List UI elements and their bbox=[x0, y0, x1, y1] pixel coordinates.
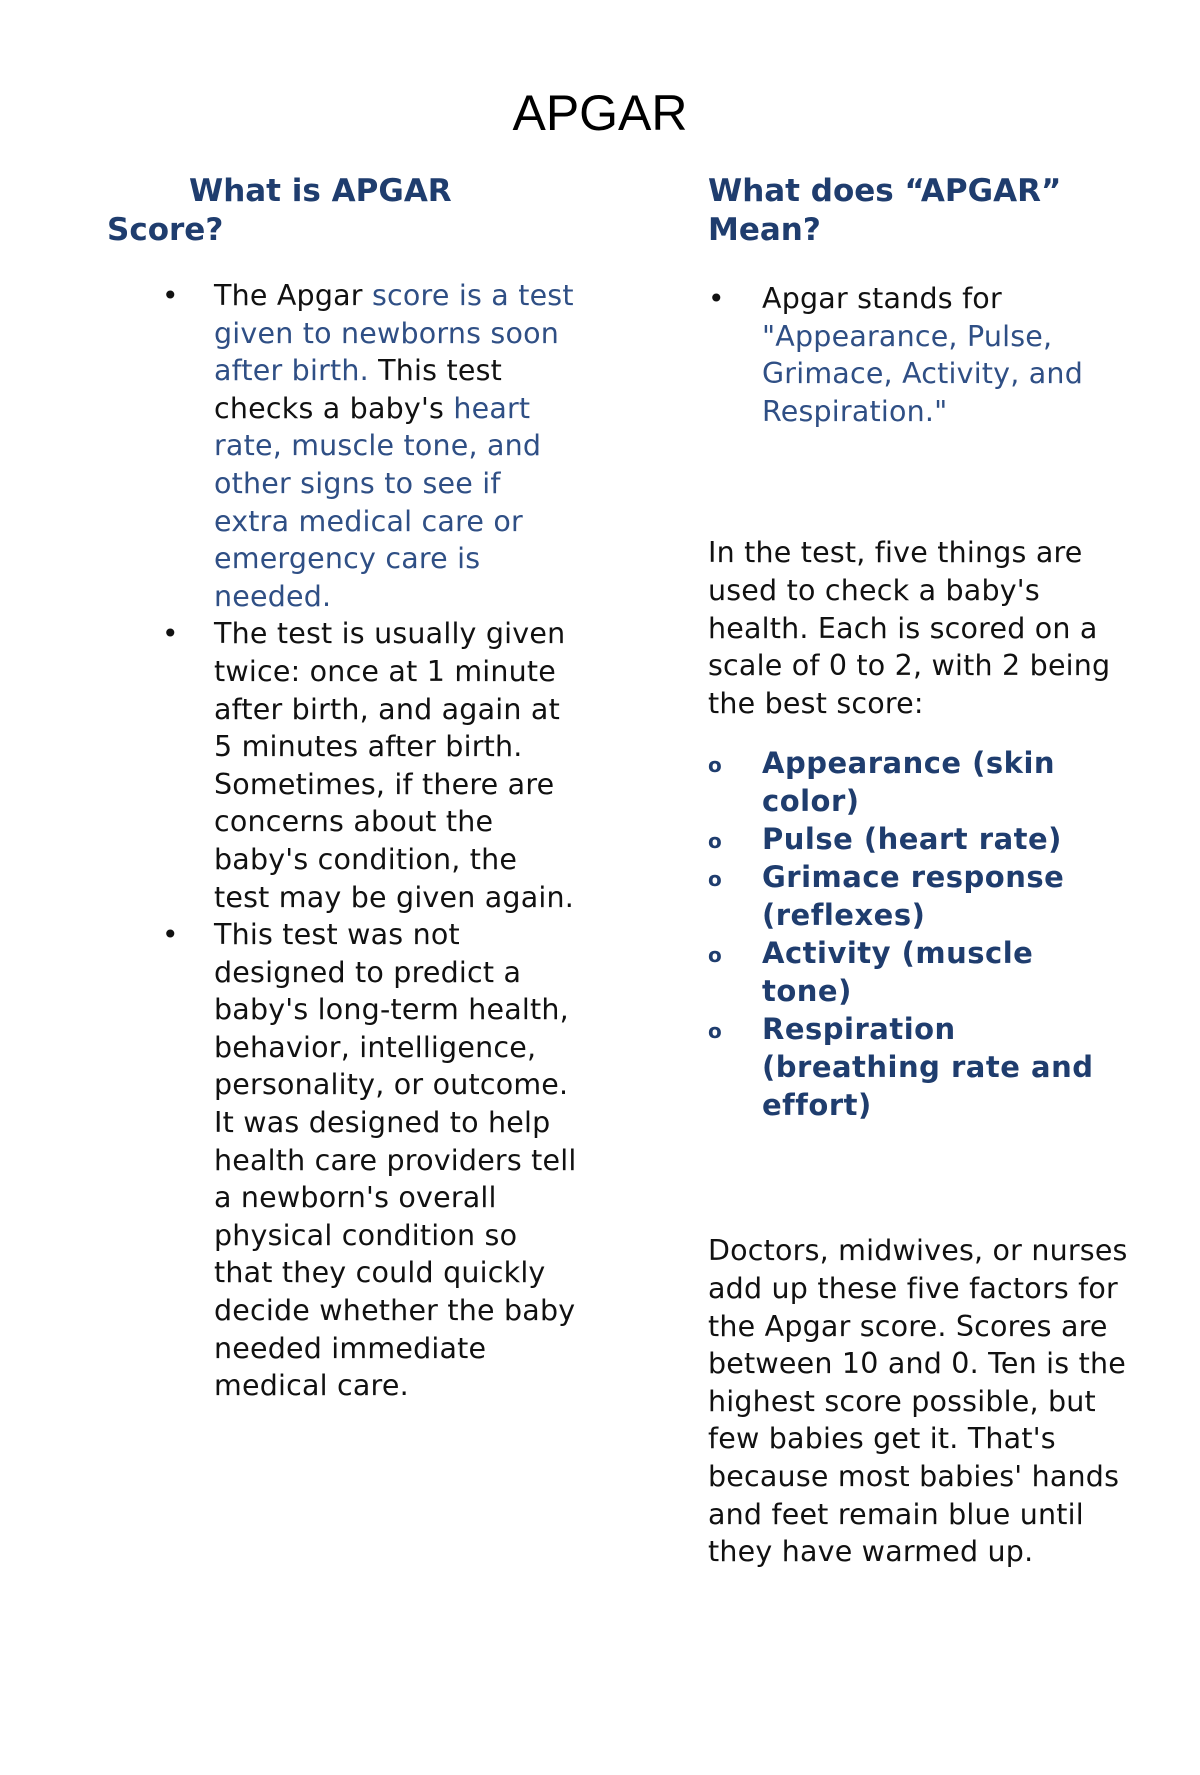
list-item bbox=[708, 280, 1128, 430]
list-item bbox=[107, 615, 577, 916]
factor-list bbox=[708, 744, 1128, 1124]
page-title: APGAR bbox=[512, 85, 688, 141]
circle-bullet-icon: o bbox=[708, 753, 723, 778]
factor-item bbox=[708, 1010, 1128, 1124]
circle-bullet-icon: o bbox=[708, 1019, 723, 1044]
circle-bullet-icon: o bbox=[708, 943, 723, 968]
bullet-text-segment: "Appearance, Pulse, Grimace, Activity, and Respiration." bbox=[762, 319, 1083, 428]
left-bullet-list bbox=[107, 277, 577, 1405]
factor-label: Respiration (breathing rate and effort) bbox=[762, 1012, 1094, 1123]
factor-label: Appearance (skin color) bbox=[762, 746, 1056, 819]
bullet-icon: • bbox=[162, 279, 179, 312]
factor-item bbox=[708, 820, 1128, 858]
bullet-text-segment: The test is usually given twice: once at 1 minute after birth, and again at 5 minutes after birth. Sometimes, if there are concerns about the baby's condition, the test may be given again. bbox=[214, 617, 575, 914]
left-heading: What is APGAR Score? bbox=[107, 173, 452, 248]
factor-item bbox=[708, 858, 1128, 934]
list-item bbox=[107, 277, 577, 615]
factor-item bbox=[708, 934, 1128, 1010]
bullet-icon: • bbox=[708, 282, 725, 315]
list-item bbox=[107, 916, 577, 1405]
factor-label: Activity (muscle tone) bbox=[762, 936, 1034, 1009]
left-column bbox=[107, 172, 577, 1405]
bullet-text-segment: This test was not designed to predict a baby's long-term health, behavior, intelligence, personality, or outcome. It was designed to help health care providers tell a newborn's overall physical condition so that they could quickly decide whether the baby needed immediate medical care. bbox=[214, 918, 577, 1403]
bullet-icon: • bbox=[162, 918, 179, 952]
bullet-text-segment: The Apgar bbox=[214, 279, 372, 312]
circle-bullet-icon: o bbox=[708, 867, 723, 892]
right-bullet-list bbox=[708, 280, 1128, 430]
factor-item bbox=[708, 744, 1128, 820]
right-heading: What does “APGAR” Mean? bbox=[708, 173, 1062, 248]
bullet-text-segment: This test checks a baby's bbox=[214, 354, 502, 425]
bullet-icon: • bbox=[162, 617, 179, 651]
total-score-paragraph: Doctors, midwives, or nurses add up these five factors for the Apgar score. Scores are between 10 and 0. Ten is the highest score possible, but few babies get it. That's because most babies' hands and feet remain blue until they have warmed up. bbox=[708, 1234, 1128, 1569]
bullet-text-segment: Apgar stands for bbox=[762, 282, 1002, 315]
circle-bullet-icon: o bbox=[708, 829, 723, 854]
right-column bbox=[708, 172, 1128, 1571]
factor-label: Grimace response (reflexes) bbox=[762, 860, 1065, 933]
scoring-paragraph: In the test, five things are used to check a baby's health. Each is scored on a scale of 0 to 2, with 2 being the best score: bbox=[708, 536, 1111, 720]
bullet-text-segment: score is a test given to newborns soon after birth. bbox=[214, 279, 574, 388]
bullet-text-segment: heart rate, muscle tone, and other signs to see if extra medical care or emergency care is needed. bbox=[214, 391, 542, 613]
factor-label: Pulse (heart rate) bbox=[762, 822, 1062, 857]
